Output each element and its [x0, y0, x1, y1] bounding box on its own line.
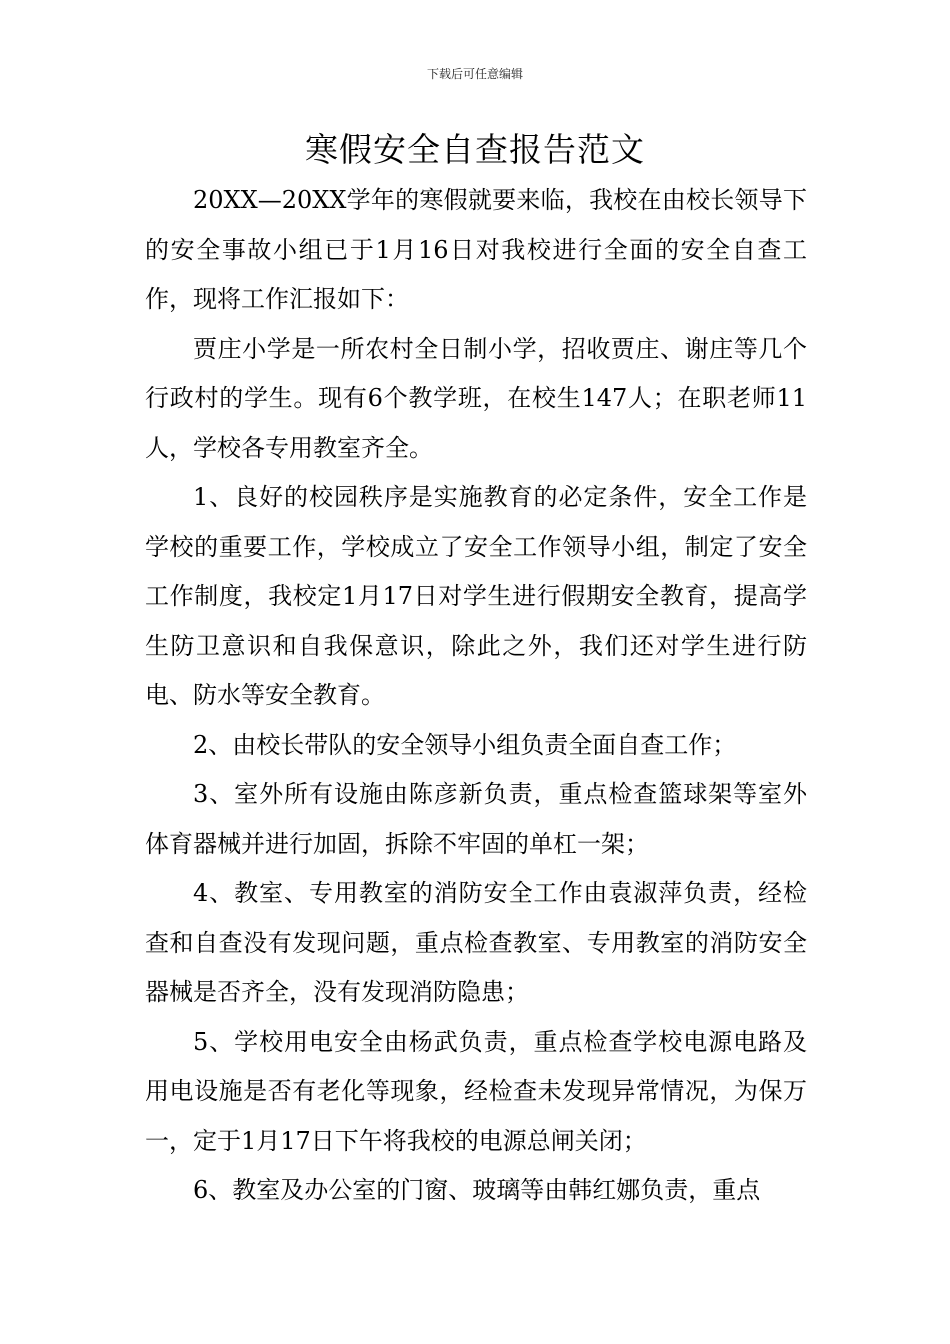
paragraph-item-6: 6、教室及办公室的门窗、玻璃等由韩红娜负责，重点 [193, 1176, 761, 1204]
paragraph-item-2: 2、由校长带队的安全领导小组负责全面自查工作； [193, 730, 737, 759]
paragraph-intro: 20XX—20XX学年的寒假就要来临，我校在由校长领导下的安全事故小组已于1月16日对我校进行全面的安全自查工作，现将工作汇报如下： [145, 186, 807, 313]
paragraph-item-5: 5、学校用电安全由杨武负责，重点检查学校电源电路及用电设施是否有老化等现象，经检查未发现异常情况，为保万一，定于1月17日下午将我校的电源总闸关闭； [145, 1027, 807, 1155]
document-title: 寒假安全自查报告范文 [305, 130, 645, 169]
paragraph-item-3: 3、室外所有设施由陈彦新负责，重点检查篮球架等室外体育器械并进行加固，拆除不牢固的单杠一架； [145, 780, 807, 858]
document-body [145, 176, 807, 1216]
header-note: 下载后可任意编辑 [426, 67, 523, 81]
paragraph-school-overview: 贾庄小学是一所农村全日制小学，招收贾庄、谢庄等几个行政村的学生。现有6个教学班，在校生147人；在职老师11人，学校各专用教室齐全。 [145, 334, 807, 462]
paragraph-item-1: 1、良好的校园秩序是实施教育的必定条件，安全工作是学校的重要工作，学校成立了安全工作领导小组，制定了安全工作制度，我校定1月17日对学生进行假期安全教育，提高学生防卫意识和自我保意识，除此之外，我们还对学生进行防电、防水等安全教育。 [145, 483, 807, 709]
paragraph-item-4: 4、教室、专用教室的消防安全工作由袁淑萍负责，经检查和自查没有发现问题，重点检查教室、专用教室的消防安全器械是否齐全，没有发现消防隐患； [145, 879, 807, 1006]
